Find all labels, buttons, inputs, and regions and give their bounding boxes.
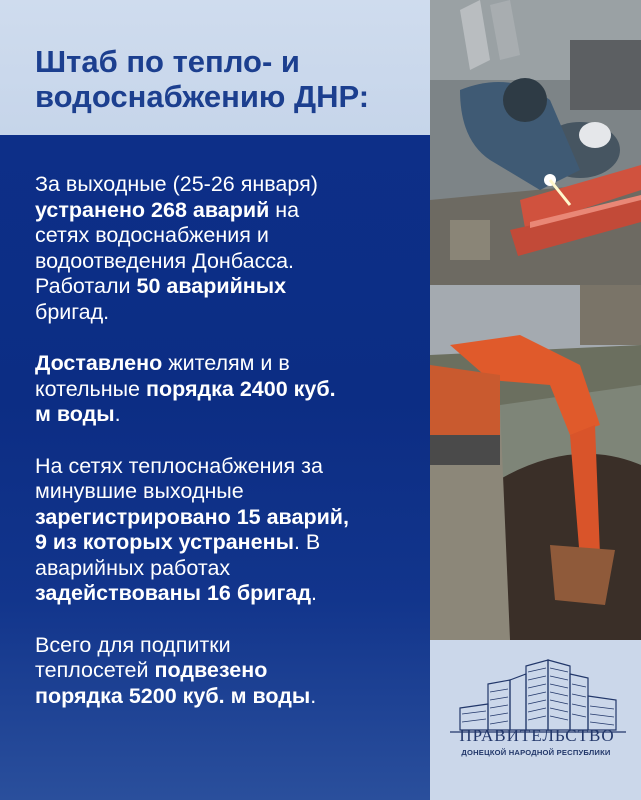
text-line: аварийных работах <box>35 555 231 580</box>
paragraph-heating <box>35 454 415 607</box>
highlight: порядка 2400 куб. <box>146 376 336 401</box>
highlight: подвезено <box>154 658 268 682</box>
government-logo <box>430 640 641 800</box>
highlight: порядка 5200 куб. м воды <box>35 683 311 708</box>
highlight: устранено 268 аварий <box>35 197 270 222</box>
text-line: водоотведения Донбасса. <box>35 248 295 273</box>
excavator-photo-image <box>430 285 641 640</box>
text-line: на <box>269 197 300 222</box>
logo-title: ПРАВИТЕЛЬСТВО <box>459 726 615 745</box>
highlight: задействованы 16 бригад <box>35 581 312 605</box>
text-line: бригад. <box>35 299 110 324</box>
text-line: сетях водоснабжения и <box>35 223 269 247</box>
text-line: Работали <box>35 274 137 298</box>
text-line: . <box>114 402 121 426</box>
text-line: На сетях теплоснабжения за <box>35 453 323 478</box>
text-line: . <box>311 581 318 605</box>
text-line: . В <box>293 530 321 554</box>
photo-column <box>430 0 641 800</box>
highlight: 9 из которых устранены <box>35 530 294 554</box>
text-line: За выходные (25-26 января) <box>35 172 318 196</box>
excavator-photo <box>430 285 641 640</box>
headline-line-2: водоснабжению ДНР: <box>35 79 370 114</box>
welding-photo-image <box>430 0 641 285</box>
headline <box>35 44 369 114</box>
header-banner <box>0 0 430 135</box>
highlight: зарегистрировано 15 аварий, <box>35 504 349 529</box>
text-line: минувшие выходные <box>35 479 244 503</box>
text-line: . <box>310 683 317 708</box>
highlight: 50 аварийных <box>136 274 287 298</box>
logo-subtitle: ДОНЕЦКОЙ НАРОДНОЙ РЕСПУБЛИКИ <box>461 748 611 757</box>
text-line: Всего для подпитки <box>35 632 231 657</box>
paragraph-delivery <box>35 351 415 428</box>
paragraph-water-supply <box>35 633 415 710</box>
text-line: котельные <box>35 376 146 401</box>
news-body <box>35 172 415 735</box>
welding-photo <box>430 0 641 285</box>
text-line: жителям и в <box>162 351 290 375</box>
headline-line-1: Штаб по тепло- и <box>35 44 300 79</box>
paragraph-accidents <box>35 172 415 325</box>
highlight: Доставлено <box>35 351 163 375</box>
highlight: м воды <box>35 402 115 426</box>
text-line: теплосетей <box>35 658 155 682</box>
